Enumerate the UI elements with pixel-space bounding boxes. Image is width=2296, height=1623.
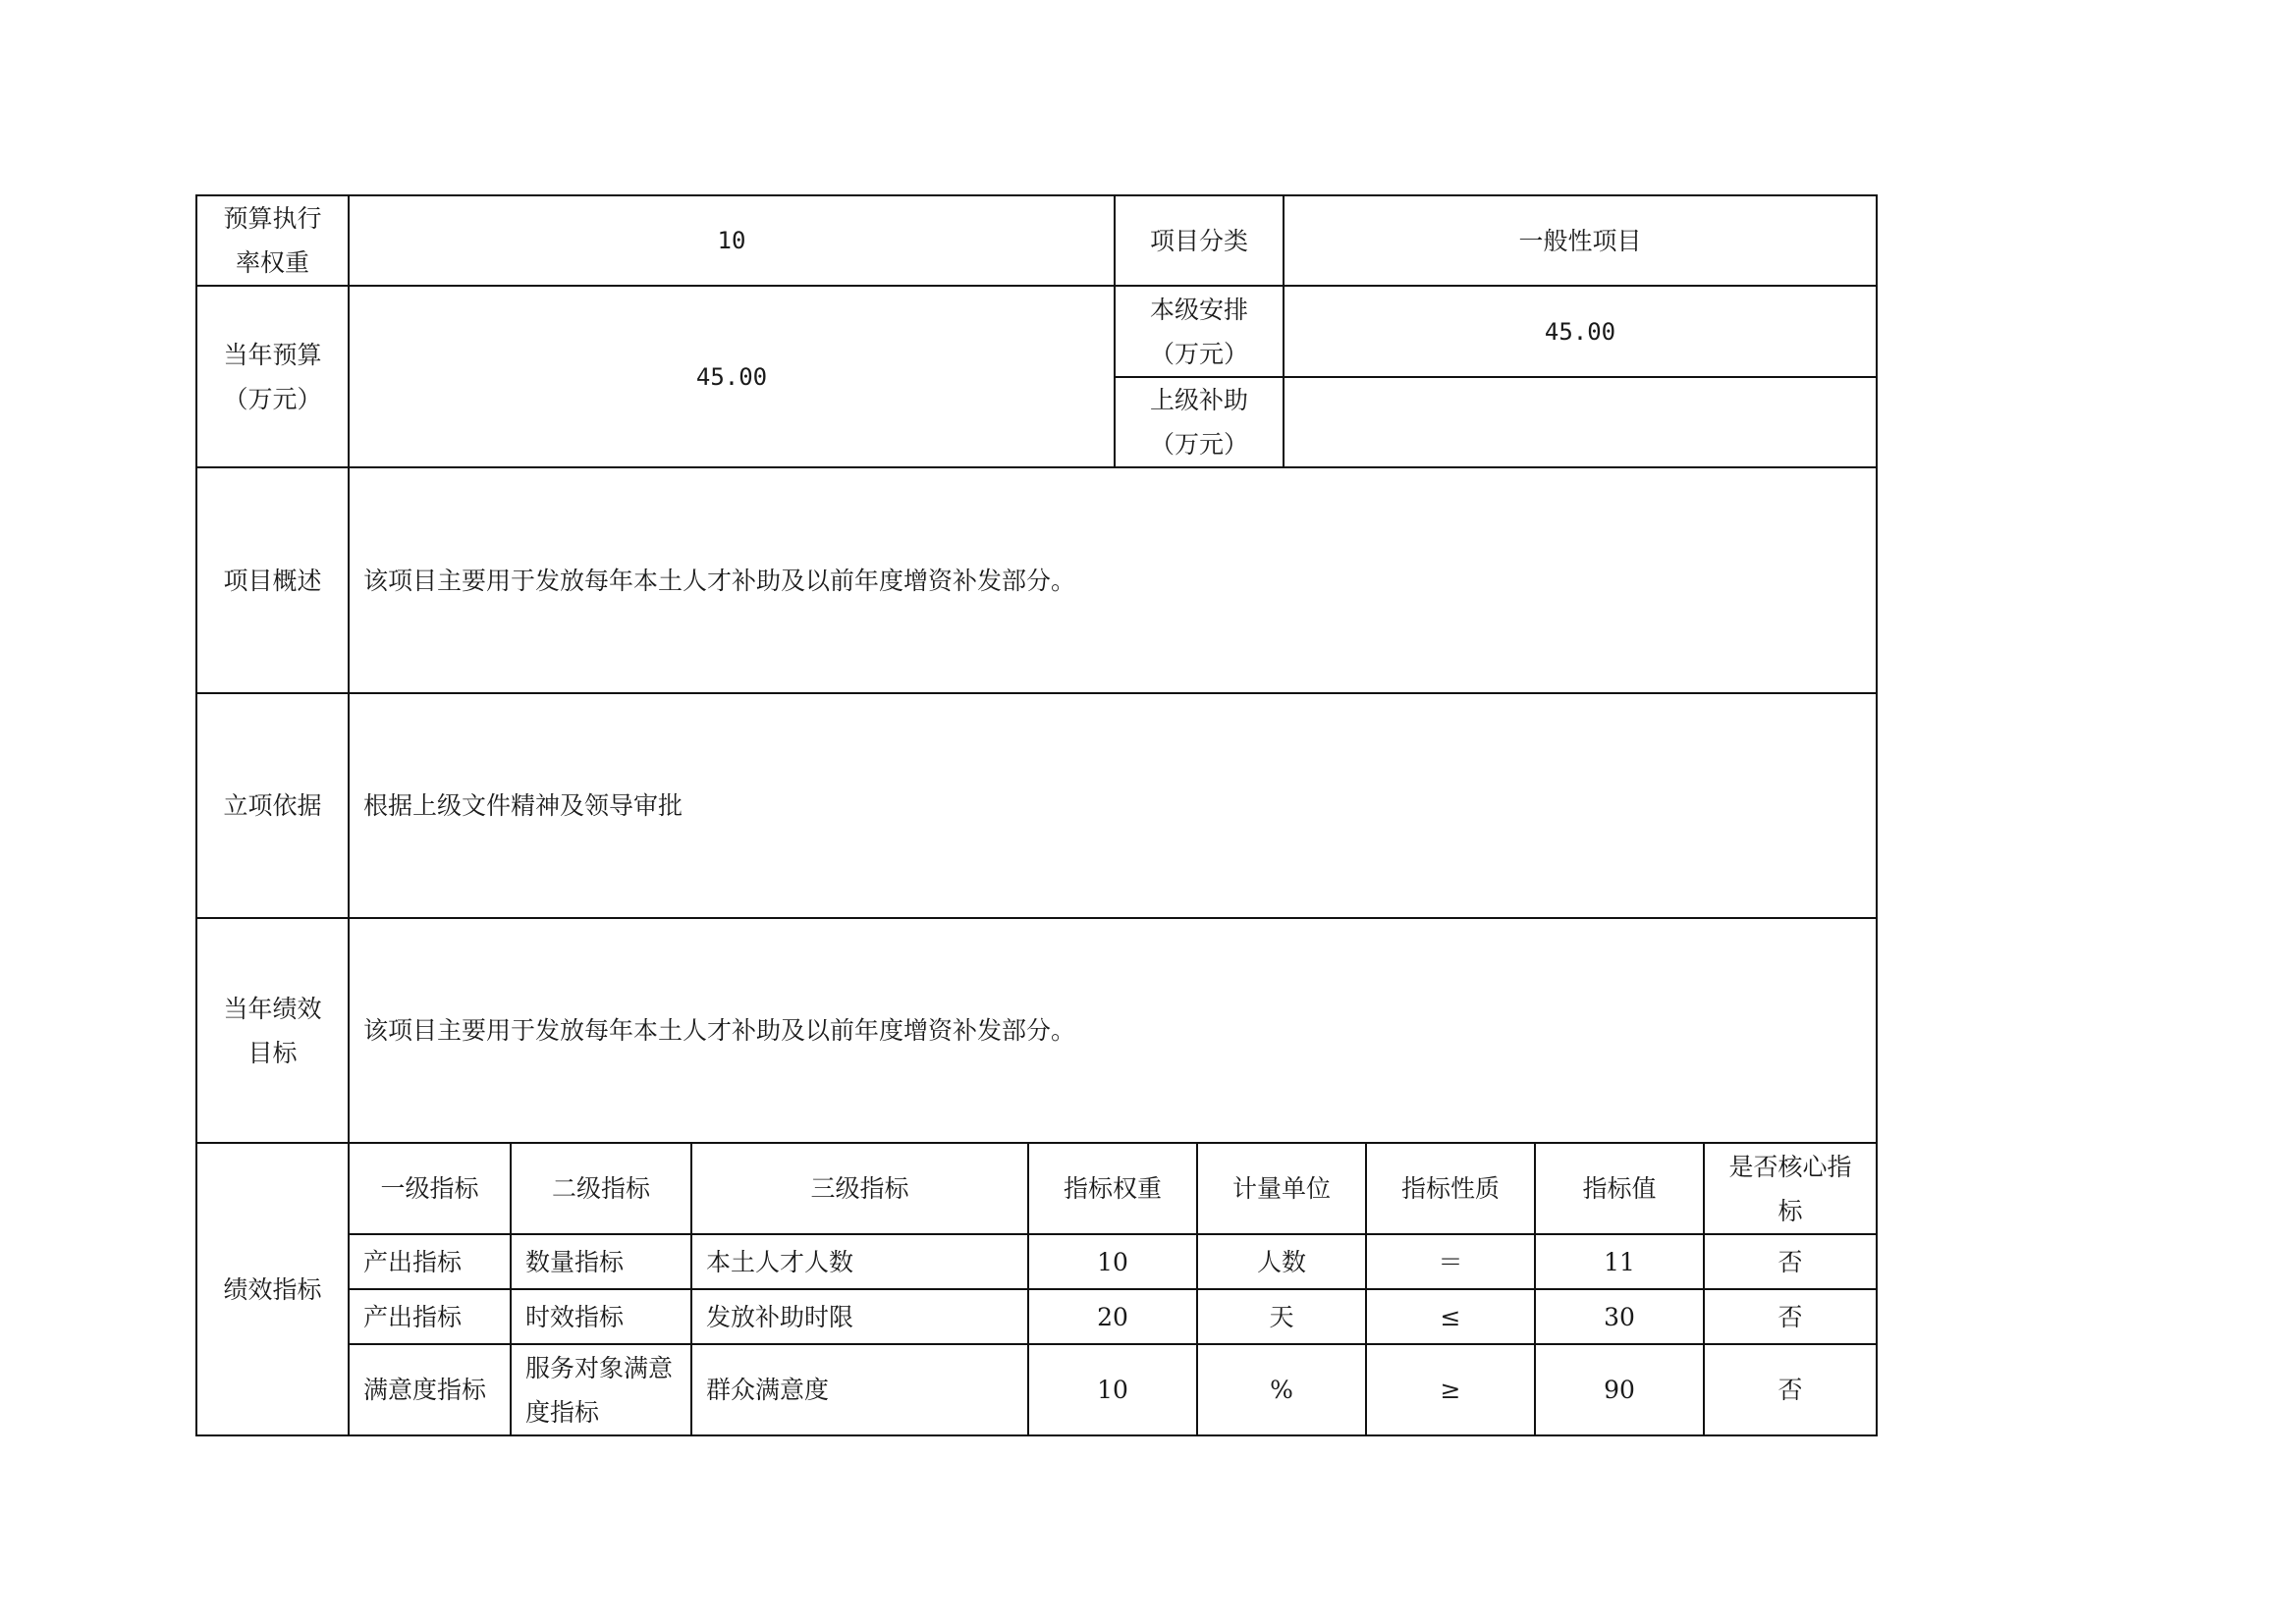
exec-weight-value: 10: [348, 194, 1116, 287]
table-row-3-value: 90: [1534, 1343, 1705, 1436]
table-row-3-unit: %: [1196, 1343, 1367, 1436]
table-row-1-level3: 本土人才人数: [690, 1233, 1029, 1290]
table-row-2-weight: 20: [1027, 1288, 1198, 1345]
overview-text: 该项目主要用于发放每年本土人才补助及以前年度增资补发部分。: [348, 466, 1878, 694]
header-value: 指标值: [1534, 1142, 1705, 1235]
table-row-2-nature: ≤: [1365, 1288, 1536, 1345]
table-row-1-weight: 10: [1027, 1233, 1198, 1290]
table-row-3-level2: 服务对象满意度指标: [510, 1343, 692, 1436]
upper-subsidy-label: 上级补助（万元）: [1114, 376, 1285, 468]
table-row-2-level3: 发放补助时限: [690, 1288, 1029, 1345]
table-row-3-level1: 满意度指标: [348, 1343, 512, 1436]
table-row-2-level2: 时效指标: [510, 1288, 692, 1345]
local-arrangement-label: 本级安排（万元）: [1114, 285, 1285, 378]
category-value: 一般性项目: [1283, 194, 1878, 287]
table-row-1-level2: 数量指标: [510, 1233, 692, 1290]
table-row-1-unit: 人数: [1196, 1233, 1367, 1290]
annual-goal-label: 当年绩效目标: [195, 917, 350, 1144]
table-row-1-level1: 产出指标: [348, 1233, 512, 1290]
table-row-3-level3: 群众满意度: [690, 1343, 1029, 1436]
table-row-1-core: 否: [1703, 1233, 1878, 1290]
table-row-2-value: 30: [1534, 1288, 1705, 1345]
header-unit: 计量单位: [1196, 1142, 1367, 1235]
category-label: 项目分类: [1114, 194, 1285, 287]
basis-label: 立项依据: [195, 692, 350, 919]
table-row-1-nature: ＝: [1365, 1233, 1536, 1290]
header-level1: 一级指标: [348, 1142, 512, 1235]
upper-subsidy-value: [1283, 376, 1878, 468]
header-level2: 二级指标: [510, 1142, 692, 1235]
overview-label: 项目概述: [195, 466, 350, 694]
table-row-2-unit: 天: [1196, 1288, 1367, 1345]
exec-weight-label: 预算执行率权重: [195, 194, 350, 287]
current-year-budget-label: 当年预算（万元）: [195, 285, 350, 468]
annual-goal-text: 该项目主要用于发放每年本土人才补助及以前年度增资补发部分。: [348, 917, 1878, 1144]
table-row-3-nature: ≥: [1365, 1343, 1536, 1436]
header-level3: 三级指标: [690, 1142, 1029, 1235]
header-core: 是否核心指标: [1703, 1142, 1878, 1235]
basis-text: 根据上级文件精神及领导审批: [348, 692, 1878, 919]
table-row-2-level1: 产出指标: [348, 1288, 512, 1345]
header-weight: 指标权重: [1027, 1142, 1198, 1235]
table-row-3-weight: 10: [1027, 1343, 1198, 1436]
table-row-3-core: 否: [1703, 1343, 1878, 1436]
table-row-2-core: 否: [1703, 1288, 1878, 1345]
indicators-label: 绩效指标: [195, 1142, 350, 1436]
local-arrangement-value: 45.00: [1283, 285, 1878, 378]
table-row-1-value: 11: [1534, 1233, 1705, 1290]
header-nature: 指标性质: [1365, 1142, 1536, 1235]
current-year-budget-value: 45.00: [348, 285, 1116, 468]
